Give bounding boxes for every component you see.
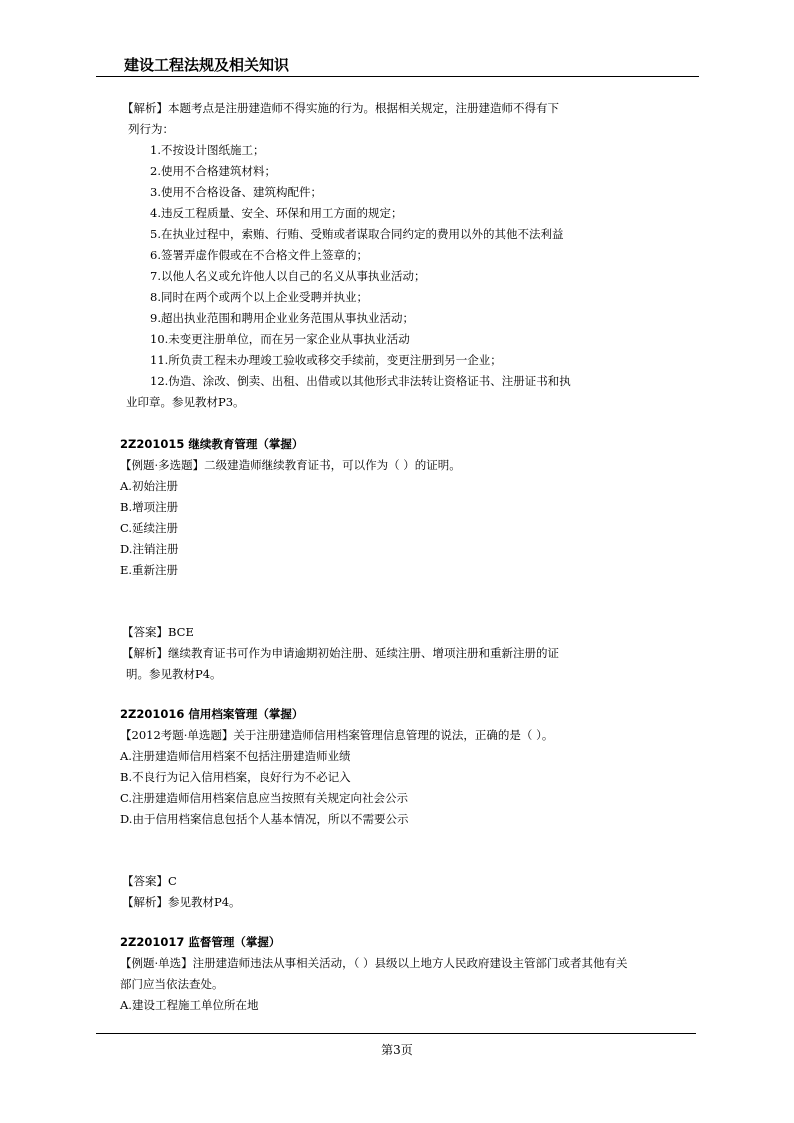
text-line: 5.在执业过程中，索贿、行贿、受贿或者谋取合同约定的费用以外的其他不法利益 [150,227,564,241]
text-line: B.不良行为记入信用档案，良好行为不必记入 [120,770,351,784]
text-line: 【例题·多选题】二级建造师继续教育证书，可以作为（ ）的证明。 [120,458,461,472]
text-line: 4.违反工程质量、安全、环保和用工方面的规定； [150,206,403,220]
text-line: A.注册建造师信用档案不包括注册建造师业绩 [120,749,351,763]
text-line: 2.使用不合格建筑材料； [150,164,276,178]
text-line: C.延续注册 [120,521,179,535]
text-line: 【解析】参见教材P4。 [122,895,241,909]
text-line: 9.超出执业范围和聘用企业业务范围从事执业活动； [150,311,414,325]
text-line: 【答案】BCE [122,625,194,639]
text-line: 8.同时在两个或两个以上企业受聘并执业； [150,290,368,304]
text-line: 12.伪造、涂改、倒卖、出租、出借或以其他形式非法转让资格证书、注册证书和执 [150,374,571,388]
text-line: 6.签署弄虚作假或在不合格文件上签章的； [150,248,368,262]
text-line: 10.未变更注册单位，而在另一家企业从事执业活动 [150,332,410,346]
text-line: D.注销注册 [120,542,179,556]
text-line: A.建设工程施工单位所在地 [120,998,259,1012]
text-line: 【2012考题·单选题】关于注册建造师信用档案管理信息管理的说法，正确的是（ ）。 [120,728,554,742]
text-line: 3.使用不合格设备、建筑构配件； [150,185,322,199]
text-line: 列行为： [128,122,174,136]
section-heading: 2Z201016 信用档案管理（掌握） [120,707,304,721]
text-line: E.重新注册 [120,563,179,577]
text-line: 业印章。参见教材P3。 [126,395,245,409]
page-number: 第3页 [381,1043,413,1057]
text-line: 【例题·单选】注册建造师违法从事相关活动，（ ）县级以上地方人民政府建设主管部门或者其他有关 [120,956,628,970]
text-line: C.注册建造师信用档案信息应当按照有关规定向社会公示 [120,791,409,805]
section-heading: 2Z201015 继续教育管理（掌握） [120,437,304,451]
text-line: 7.以他人名义或允许他人以自己的名义从事执业活动； [150,269,426,283]
header-divider [96,76,699,77]
section-heading: 2Z201017 监督管理（掌握） [120,935,281,949]
text-line: B.增项注册 [120,500,179,514]
text-line: 【解析】本题考点是注册建造师不得实施的行为。根据相关规定，注册建造师不得有下 [122,101,559,115]
text-line: A.初始注册 [120,479,178,493]
page-header-title: 建设工程法规及相关知识 [124,56,290,74]
text-line: 1.不按设计图纸施工； [150,143,265,157]
text-line: 11.所负责工程未办理竣工验收或移交手续前，变更注册到另一企业； [150,353,502,367]
text-line: 【答案】C [122,874,177,888]
text-line: D.由于信用档案信息包括个人基本情况，所以不需要公示 [120,812,409,826]
text-line: 明。参见教材P4。 [126,667,222,681]
text-line: 【解析】继续教育证书可作为申请逾期初始注册、延续注册、增项注册和重新注册的证 [122,646,559,660]
footer-divider [96,1033,696,1034]
text-line: 部门应当依法查处。 [120,977,224,991]
